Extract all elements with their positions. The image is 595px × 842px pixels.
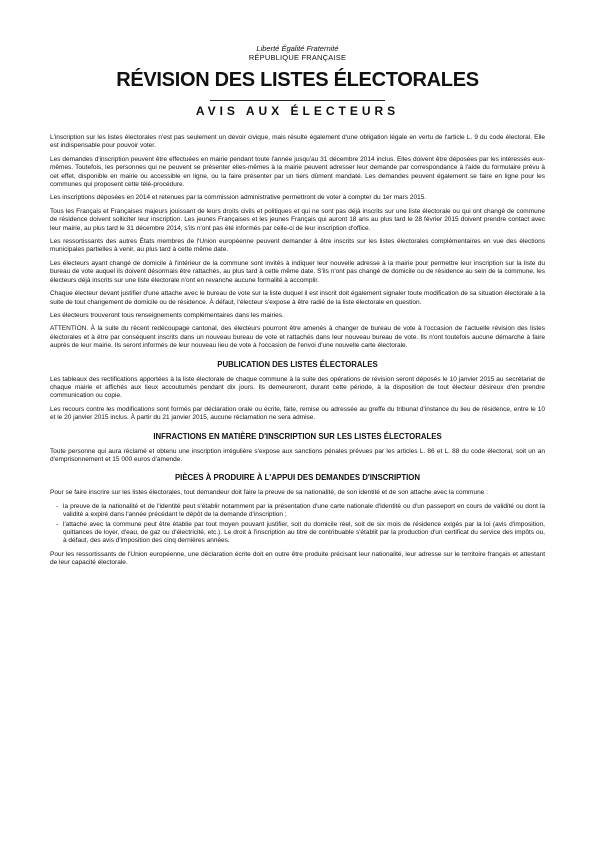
republic-name: RÉPUBLIQUE FRANÇAISE [248,53,347,62]
documents-list [50,503,545,546]
documents-closing: Pour les ressortissants de l'Union européenne, une déclaration écrite doit en outre être produite précisant leur nationalité, leur adresse sur le territoire français et attestant de leur capacité électorale. [50,550,545,567]
title-divider [210,100,385,101]
intro-paragraph: Tous les Français et Françaises majeurs jouissant de leurs droits civils et politiques et qui ne sont pas déjà inscrits sur une liste électorale ou qui ont changé de commune de résidence doivent solliciter leur inscription. Les jeunes Françaises et les jeunes Français qui auront 18 ans au plus tard le 28 février 2015 doivent prendre contact avec leur mairie, au plus tard le 31 décembre 2014, s'ils n'ont pas été informés par celle-ci de leur inscription d'office. [50,207,545,232]
list-item: - la preuve de la nationalité et de l'identité peut s'établir notamment par la présentation d'une carte nationale d'identité ou d'un passeport en cours de validité ou dont la validité a expiré dans l'année précédant le dépôt de la demande d'inscription ; [58,503,545,520]
intro-paragraph: Les électeurs ayant changé de domicile à l'intérieur de la commune sont invités à indiquer leur nouvelle adresse à la mairie pour permettre leur inscription sur la liste du bureau de vote auquel ils doivent désormais être rattachés, au plus tard à cette même date. S'ils n'ont pas changé de domicile ou de résidence au sein de la commune, les électeurs déjà inscrits sur une liste électorale n'ont en revanche aucune formalité à accomplir. [50,259,545,284]
infractions-paragraph: Toute personne qui aura réclamé et obtenu une inscription irrégulière s'expose aux sanctions pénales prévues par les articles L. 86 et L. 88 du code électoral, soit un an d'emprisonnement et 15 000 euros d'amende. [50,447,545,463]
documents-intro: Pour se faire inscrire sur les listes électorales, tout demandeur doit faire la preuve de sa nationalité, de son identité et de son attache avec la commune : [50,489,488,497]
republic-motto: Liberté Égalité Fraternité [256,44,339,53]
intro-paragraph: Chaque électeur devant justifier d'une attache avec le bureau de vote sur la liste duquel il est inscrit doit également signaler toute modification de sa situation électorale à la suite de tout changement de domicile ou de résidence. À défaut, l'électeur s'expose à être radié de la liste électorale en question. [50,290,545,306]
intro-paragraph: Les demandes d'inscription peuvent être effectuées en mairie pendant toute l'année jusqu'au 31 décembre 2014 inclus. Elles doivent être déposées par les intéressés eux-mêmes. Toutefois, les personnes qui ne peuvent se présenter elles-mêmes à la mairie peuvent adresser leur demande par correspondance à l'aide du formulaire prévu à cet effet, disponible en mairie ou accessible en ligne, ou la faire présenter par un tiers dûment mandaté. Les demandes peuvent également se faire en ligne pour les communes qui proposent cette télé-procédure. [50,155,545,189]
attention-paragraph: ATTENTION. À la suite du récent redécoupage cantonal, des électeurs pourront être amenés à changer de bureau de vote à l'occasion de l'actuelle révision des listes électorales et à être par conséquent inscrits dans un nouveau bureau de vote et rattachés dans leur nouveau bureau de vote. Ils n'ont toutefois aucune démarche à faire auprès de leur mairie. Ils seront informés de leur nouveau lieu de vote à l'occasion de l'envoi d'une nouvelle carte électorale. [50,325,545,350]
list-item: - l'attache avec la commune peut être établie par tout moyen pouvant justifier, soit du domicile réel, soit de six mois de résidence exigés par la loi (avis d'imposition, quittances de loyer, d'eau, de gaz ou d'électricité, etc.). Le droit à l'inscription au titre de contribuable s'établit par la production d'un certificat du service des impôts ou, à défaut, des avis d'imposition des cinq dernières années. [58,521,545,546]
page-title: RÉVISION DES LISTES ÉLECTORALES [116,69,479,91]
intro-paragraph: Les inscriptions déposées en 2014 et retenues par la commission administrative permettront de voter à compter du 1er mars 2015. [50,194,427,202]
page-subtitle: AVIS AUX ÉLECTEURS [195,104,400,118]
intro-paragraph: L'inscription sur les listes électorales n'est pas seulement un devoir civique, mais résulte également d'une obligation légale en vertu de l'article L. 9 du code électoral. Elle est indispensable pour pouvoir voter. [50,134,545,150]
intro-paragraph: Les ressortissants des autres États membres de l'Union européenne peuvent demander à être inscrits sur les listes électorales complémentaires en vue des élections municipales partielles à venir, au plus tard à cette même date. [50,238,545,254]
section-heading-documents: PIÈCES À PRODUIRE À L'APPUI DES DEMANDES D'INSCRIPTION [174,473,420,483]
publication-paragraph: Les tableaux des rectifications apportées à la liste électorale de chaque commune à la suite des opérations de révision seront déposés le 10 janvier 2015 au secrétariat de chaque mairie et affichés aux lieux accoutumés pendant dix jours. Ils demeureront, durant cette période, à la disposition de tout électeur désireux d'en prendre communication ou copie. [50,375,545,400]
publication-paragraph: Les recours contre les modifications sont formés par déclaration orale ou écrite, faite, remise ou adressée au greffe du tribunal d'instance du lieu de résidence, entre le 10 et le 20 janvier 2015 inclus. À partir du 21 janvier 2015, aucune réclamation ne sera admise. [50,405,545,422]
section-heading-publication: PUBLICATION DES LISTES ÉLECTORALES [217,359,378,369]
intro-paragraph: Les électeurs trouveront tous renseignements complémentaires dans les mairies. [50,311,284,319]
notice-body [50,134,545,573]
section-heading-infractions: INFRACTIONS EN MATIÈRE D'INSCRIPTION SUR LES LISTES ÉLECTORALES [153,431,442,441]
